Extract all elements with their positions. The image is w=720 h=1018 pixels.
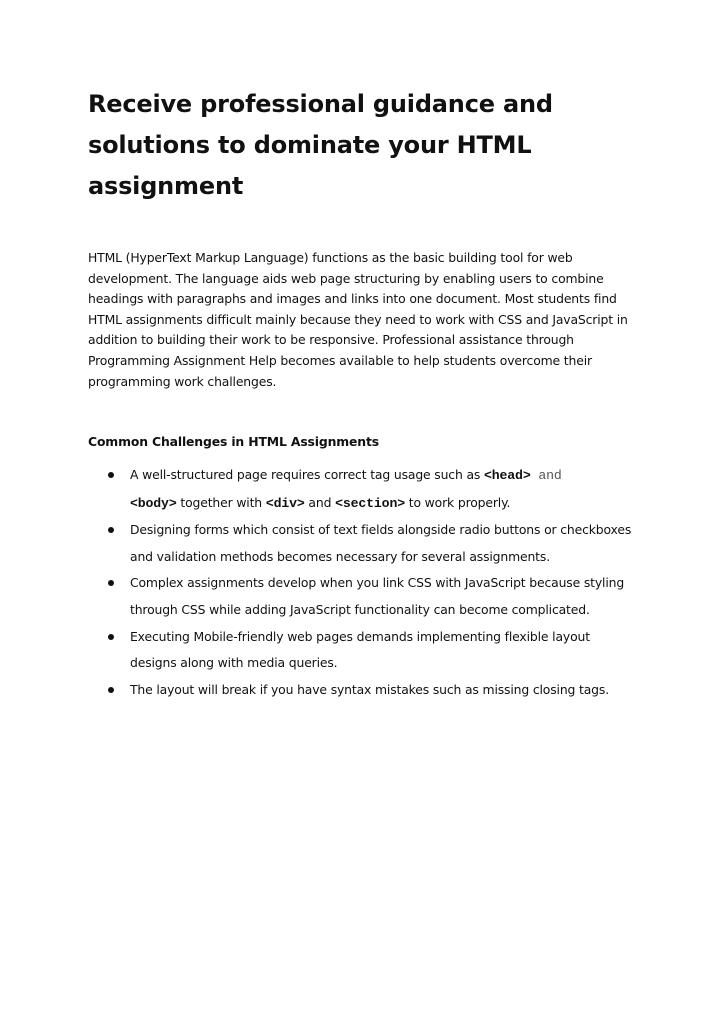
list-item bbox=[88, 462, 636, 517]
list-item-text: The layout will break if you have syntax mistakes such as missing closing tags. bbox=[130, 681, 609, 697]
list-item bbox=[88, 570, 636, 623]
bullet-dot-icon bbox=[108, 527, 114, 533]
list-item-text: to work properly. bbox=[404, 494, 511, 510]
list-item bbox=[88, 624, 636, 677]
bullet-dot-icon bbox=[108, 580, 114, 586]
code-head-tag: <head> bbox=[484, 468, 531, 483]
document-title: Receive professional guidance and solutions to dominate your HTML assignment bbox=[88, 90, 553, 200]
code-and: and bbox=[538, 468, 562, 483]
code-body-tag: <body> bbox=[130, 495, 177, 511]
list-item-text: Executing Mobile-friendly web pages demands implementing flexible layout designs along with media queries. bbox=[130, 628, 590, 671]
code-div-tag: <div> bbox=[265, 495, 305, 511]
list-item bbox=[88, 517, 636, 570]
bullet-dot-icon bbox=[108, 687, 114, 693]
list-item bbox=[88, 677, 636, 704]
bullet-dot-icon bbox=[108, 472, 114, 478]
bullet-dot-icon bbox=[108, 634, 114, 640]
code-section-tag: <section> bbox=[335, 495, 405, 511]
challenges-list bbox=[88, 462, 636, 703]
list-item-text: together with bbox=[176, 494, 266, 510]
intro-paragraph: HTML (HyperText Markup Language) functions as the basic building tool for web development. The language aids web page structuring by enabling users to combine headings with paragraphs and images and links into one document. Most students find HTML assignments difficult mainly because they need to work with CSS and JavaScript in addition to building their work to be responsive. Professional assistance through Programming Assignment Help becomes available to help students overcome their programming work challenges. bbox=[88, 250, 628, 389]
list-item-text: and bbox=[304, 494, 336, 510]
list-item-text: Complex assignments develop when you link CSS with JavaScript because styling through CSS while adding JavaScript functionality can become complicated. bbox=[130, 575, 625, 617]
section-heading: Common Challenges in HTML Assignments bbox=[88, 434, 379, 449]
list-item-text: A well-structured page requires correct tag usage such as bbox=[130, 467, 484, 482]
list-item-text: Designing forms which consist of text fields alongside radio buttons or checkboxes and validation methods becomes necessary for several assignments. bbox=[130, 522, 632, 564]
